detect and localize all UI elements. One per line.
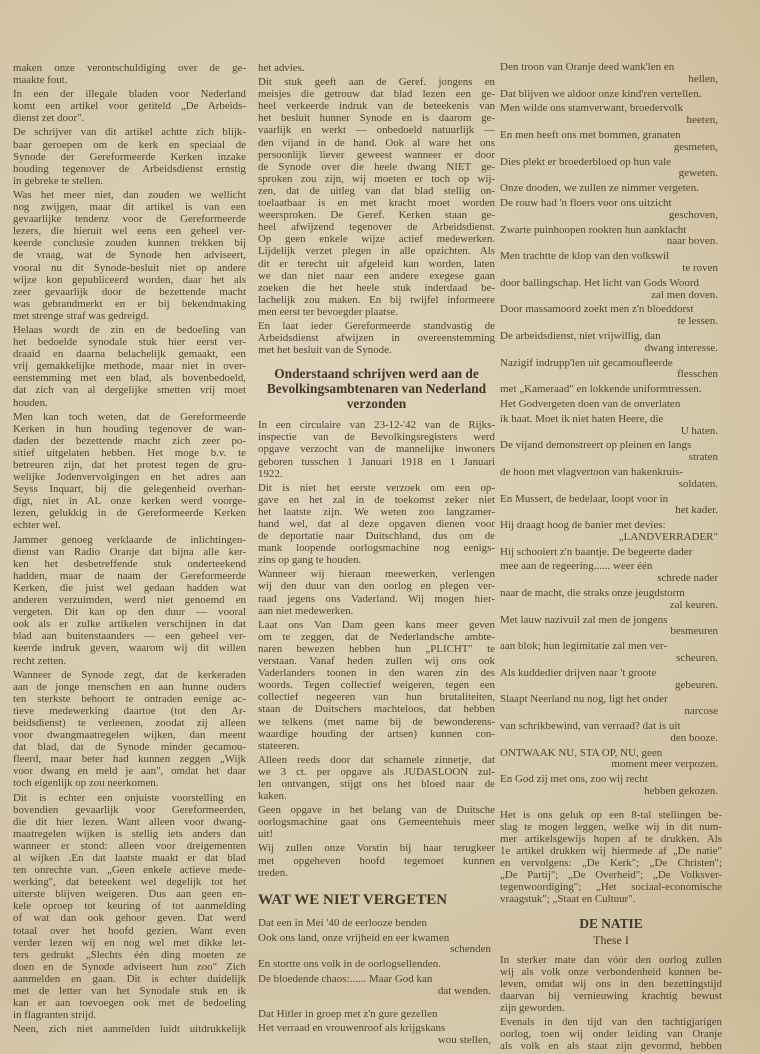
text-line: wijze kon gepubliceerd worden, daar het als xyxy=(13,273,246,286)
text-line: oorlogsmachine gaat ons Gemeentehuis meer xyxy=(258,816,495,829)
poem-stanza xyxy=(500,62,722,798)
paragraph xyxy=(13,669,246,790)
poem-line-continuation: scheuren. xyxy=(676,652,718,665)
poem-line-text: De rouw had 'n floers voor ons uitzicht xyxy=(500,196,672,209)
paragraph xyxy=(13,411,246,532)
text-line: stateeren. xyxy=(258,739,300,752)
text-line: recht zetten. xyxy=(13,654,67,667)
poem-line xyxy=(500,561,722,585)
text-line: Wanneer wij hieraan meewerken, verlengen xyxy=(258,568,495,581)
text-line: om te zeggen, dat de Nederlandsche ambte- xyxy=(258,630,495,643)
text-line: woords. Tegen collectief weigeren, tegen een xyxy=(258,679,495,692)
text-line: hand wel, dat al deze opgaven dienen voor xyxy=(258,518,495,530)
text-line: slag te mogen leggen, welke wij in dit num- xyxy=(500,820,722,833)
text-line: was gebrandmerkt en er bij bekendmaking xyxy=(13,297,246,310)
text-line: den vijand in de hand. Ook al ware het ons xyxy=(258,136,495,149)
poem-line-text: met „Kameraad" en lokkende uniformtressen. xyxy=(500,383,702,396)
poem-line-text: Hij draagt hoog de banier met devies: xyxy=(500,519,666,532)
text-line: vraagstuk"; „Staat en Cultuur". xyxy=(500,893,636,906)
poem-line xyxy=(500,615,722,639)
poem-line-text: Slaapt Neerland nu nog, ligt het onder xyxy=(500,693,668,706)
text-line: Lijdelijk verzet plegen in alle opzichten. Als xyxy=(258,245,495,258)
text-line: keerde conclusie zouden kunnen trekken bij xyxy=(13,237,246,250)
text-line: sitief uitgelaten hebben. Het moge b.v. te xyxy=(13,446,246,459)
text-line: het bedoelde synodale stuk hier eerst ver- xyxy=(13,336,246,349)
text-line: bovendien gevaarlijk voor Gereformeerden, xyxy=(13,803,246,816)
poem-line xyxy=(258,1009,495,1021)
poem-line-text: De bloedende chaos:...... Maar God kan xyxy=(258,972,433,985)
poem-line-continuation: besmeuren xyxy=(670,625,718,638)
poem-line-continuation: het kader. xyxy=(675,504,718,517)
text-line: Arbeidsdienst afwijzen in overeenstemming xyxy=(258,332,495,345)
paragraph xyxy=(258,62,495,74)
poem-line xyxy=(500,547,722,559)
text-line: in flagranten strijd. xyxy=(13,1009,97,1022)
poem-line xyxy=(500,157,722,181)
paragraph xyxy=(13,324,246,409)
paragraph xyxy=(13,88,246,124)
poem-line xyxy=(500,358,722,382)
text-line: dienst zet door". xyxy=(13,112,85,125)
text-line: ken het desbetreffende stuk onderteekend xyxy=(13,557,246,570)
poem-line xyxy=(500,467,722,491)
poem-line xyxy=(258,933,495,957)
paragraph xyxy=(258,419,495,479)
text-line: doen en de Synode adviseert hun zoo" Zich xyxy=(13,960,246,973)
poem-line-text: En men heeft ons met bommen, granaten xyxy=(500,128,681,141)
poem-line-text: De arbeidsdienst, niet vrijwillig, dan xyxy=(500,329,661,342)
stanza-break xyxy=(258,1001,495,1009)
poem-line-text: Onze dooden, we zullen ze nimmer vergeten. xyxy=(500,182,699,195)
text-line: zen, dat de uitleg van dat blad stellig on- xyxy=(258,184,495,197)
paragraph xyxy=(13,534,246,667)
text-line: het advies. xyxy=(258,62,305,74)
text-line: meisjes die getrouw dat blad lezen een ge- xyxy=(258,88,495,101)
text-line: werking", dat beteekent wel degelijk tot het xyxy=(13,876,246,889)
text-line: met de letter van het Synodale stuk en ik xyxy=(13,985,246,998)
poem-line xyxy=(500,641,722,665)
text-line: 1e artikel drukken wij hiermede af „De natie" xyxy=(500,845,722,858)
poem-line-text: Dat blijven we aldoor onze kind'ren vertellen. xyxy=(500,87,702,100)
text-line: hadden, maar de naam der Gereformeerde xyxy=(13,569,246,582)
poem-line-continuation: moment meer verpozen. xyxy=(611,758,718,771)
poem-line xyxy=(258,918,495,930)
text-line: weersproken. De Geref. Kerken staan ge- xyxy=(258,209,495,222)
text-line: uiterste blijven weigeren. Dus aan geen en- xyxy=(13,888,246,901)
poem-line-text: Hij schooiert z'n baantje. De begeerte dader xyxy=(500,545,693,558)
poem-line xyxy=(258,974,495,998)
text-line: gevaarlijke tendenz voor de Gereformeerde xyxy=(13,213,246,226)
paragraph xyxy=(500,809,722,906)
poem-line-continuation: wou stellen, xyxy=(437,1034,491,1047)
text-line: aanmelden en gaan. Dit is echter duidelijk xyxy=(13,972,246,985)
poem-line-continuation: gesmeten, xyxy=(673,140,718,153)
paragraph xyxy=(500,1016,722,1052)
paragraph xyxy=(258,754,495,802)
poem-line-continuation: heeten, xyxy=(686,114,718,127)
poem-line xyxy=(500,278,722,302)
text-line: het besluit hunner Synode en is daarom ge- xyxy=(258,112,495,125)
text-line: Helaas wordt de zin en de bedoeling van xyxy=(13,323,246,336)
text-line: Laat ons Van Dam geen kans meer geven xyxy=(258,618,495,631)
poem-line-text: Het Godvergeten doen van de onverlaten xyxy=(500,397,681,410)
poem-line-text: Dat Hitler in groep met z'n gure gezellen xyxy=(258,1007,438,1020)
text-line: men eerst ter bevoegder plaatse. xyxy=(258,305,398,318)
paragraph xyxy=(13,1023,246,1035)
poem-line-continuation: naar boven. xyxy=(666,235,718,248)
text-line: Kerken, die juist wel gedaan hadden wat xyxy=(13,581,246,594)
text-line: maakte fout. xyxy=(13,74,68,87)
poem-line-text: Men wilde ons stamverwant, broedervolk xyxy=(500,102,683,115)
poem-line-text: Den troon van Oranje deed wank'len en xyxy=(500,61,675,73)
text-line: En laat ieder Gereformeerde standvastig de xyxy=(258,319,495,332)
text-line: Dit is niet het eerste verzoek om een op- xyxy=(258,481,495,494)
text-line: opgave verzocht van de mannelijke inwoners xyxy=(258,443,495,456)
poem-title: WAT WE NIET VERGETEN xyxy=(258,891,448,908)
text-line: keerde indruk geven, waarom wij dit willen xyxy=(13,642,246,655)
poem-line xyxy=(500,103,722,127)
text-line: de vraag, wat de Synode hen adviseert, xyxy=(13,249,246,262)
text-line: die dit hier lezen. Want alleen voor dwang- xyxy=(13,815,246,828)
poem-line xyxy=(500,520,722,544)
text-line: In een der illegale bladen voor Nederland xyxy=(13,88,246,101)
poem-line-text: mee aan de regeering...... weer één xyxy=(500,560,653,573)
poem-line-text: Het verraad en vrouwenroof als krijgskans xyxy=(258,1022,446,1035)
poem-line xyxy=(500,331,722,355)
text-line: zeer gevaarlijk door de bezettende macht xyxy=(13,285,246,298)
poem-line-text: Zwarte puinhoopen rookten hun aanklacht xyxy=(500,223,687,236)
text-line: len ontvangen, stijgt ons het bloed naar de xyxy=(258,777,495,790)
text-line: Seyss Inquart, bij die gelegenheid overhan- xyxy=(13,483,246,496)
text-line: verstaan. Vanaf heden zullen wij ons ook xyxy=(258,655,495,668)
text-line: mer artikelsgewijs hopen af te drukken. Als xyxy=(500,833,722,846)
poem-stanza xyxy=(258,1009,495,1047)
text-line: kele oproep tot keuring of tot aanmelding xyxy=(13,900,246,913)
paragraph xyxy=(258,482,495,567)
poem-line-text: Als kuddedier drijven naar 't groote xyxy=(500,666,657,679)
text-line: we telkens (met name bij de bewonderens- xyxy=(258,715,495,728)
poem-line xyxy=(258,959,495,971)
text-line: kaken. xyxy=(258,790,287,803)
text-line: persoonlijk liever geweest wanneer er door xyxy=(258,148,495,161)
text-line: heel afwijzend tegenover de Arbeidsdienst. xyxy=(258,221,495,234)
paragraph xyxy=(13,126,246,186)
text-line: oorlog, toen wij onder leiding van Oranje xyxy=(500,1028,722,1041)
poem-line xyxy=(500,588,722,612)
poem-line-text: aan blok; hun legimitatie zal men ver- xyxy=(500,640,668,653)
text-line: Evenals in den tijd van den tachtigjarigen xyxy=(500,1016,722,1029)
poem-line xyxy=(500,225,722,249)
text-line: beidsdienst) te verleenen, zoodat zij alleen xyxy=(13,716,246,729)
text-line: Vaderlanders toonen in den waren zin des xyxy=(258,667,495,680)
poem-line-continuation: „LANDVERRADER" xyxy=(618,530,718,543)
text-line: daarvan bij vernieuwing krachtig bewust xyxy=(500,989,722,1002)
poem-line-text: En stortte ons volk in de oorlogsellenden. xyxy=(258,958,441,971)
text-line: 1922. xyxy=(258,467,283,480)
text-line: staan de Duitschers machteloos, dat hebben xyxy=(258,703,495,716)
poem-line-continuation: hebben gekozen. xyxy=(644,785,718,798)
poem-line xyxy=(500,440,722,464)
text-line: maatregelen wijken is stellig iets anders dan xyxy=(13,827,246,840)
text-line: dienst van Radio Oranje dat bijna alle ker- xyxy=(13,545,246,558)
text-line: totaal over het hoofd gezien. Want even xyxy=(13,924,246,937)
text-line: echter wel. xyxy=(13,519,61,532)
text-line: „De Partij"; „De Overheid"; „De Volksver- xyxy=(500,869,722,882)
paragraph xyxy=(500,954,722,1014)
poem-line-text: En Mussert, de bedelaar, loopt voor in xyxy=(500,492,669,505)
poem-line-continuation: flesschen xyxy=(677,368,718,381)
text-line: Was het meer niet, dan zouden we wellicht xyxy=(13,188,246,201)
paragraph xyxy=(258,320,495,356)
text-line: lezen, gelukkig in de Gereformeerde Kerken xyxy=(13,507,246,520)
poem-line-text: Met lauw nazivuil zal men de jongens xyxy=(500,613,668,626)
text-line: als volk en als staat zijn gevormd, hebben xyxy=(500,1040,722,1053)
text-line: vooral nu dit Synode-besluit niet op andere xyxy=(13,261,246,274)
text-line: zoeken die het heele stuk inderdaad be- xyxy=(258,281,495,294)
text-line: daden der bezettende macht zich zeer po- xyxy=(13,434,246,447)
text-line: waardige houding der artsen) kunnen con- xyxy=(258,727,495,740)
text-line: uit! xyxy=(258,828,274,841)
poem-line-continuation: soldaten. xyxy=(678,477,718,490)
text-line: wij den duur van den oorlog en plegen ver- xyxy=(258,580,495,593)
text-line: kan er aan toevoegen ook met de bedoeling xyxy=(13,997,246,1010)
poem-line-text: Dat een in Mei '40 de eerlooze benden xyxy=(258,916,428,929)
text-line: draaid en daarna belachelijk gemaakt, een xyxy=(13,348,246,361)
text-line: leven, omdat wij ons in den bezettingstijd xyxy=(500,977,722,990)
text-line: inspectie van de Bevolkingsregisters werd xyxy=(258,431,495,444)
text-line: mank loopende oorlogsmachine nog eenigs- xyxy=(258,542,495,555)
text-line: of wat dan ook gehoor geven. Dat werd xyxy=(13,912,246,925)
paragraph xyxy=(258,76,495,318)
section-heading: DE NATIE xyxy=(579,915,643,931)
text-line: Dit stuk geeft aan de Geref. jongens en xyxy=(258,76,495,89)
poem-line-text: Door massamoord zoekt men z'n bloeddorst xyxy=(500,303,694,316)
text-line: Het is ons geluk op een 8-tal stellingen be- xyxy=(500,808,722,821)
text-line: met opgeheven hoofd tegemoet kunnen xyxy=(258,854,495,867)
text-line: aan de jonge menschen en aan hunne ouders xyxy=(13,680,246,693)
poem-line-continuation: geweten. xyxy=(678,167,718,180)
text-line: maken onze verontschuldiging over de ge- xyxy=(13,62,246,74)
text-line: treden. xyxy=(258,866,288,879)
poem-line-continuation: schenden xyxy=(450,943,491,956)
text-line: dit er terecht uit afgeleid kan worden, laten xyxy=(258,257,495,270)
poem-line-text: door ballingschap. Het licht van Gods Woord xyxy=(500,276,700,289)
text-line: de deportatie naar Duitschland, dus om de xyxy=(258,530,495,543)
text-line: anderen verzuimden, werd niet genoemd en xyxy=(13,594,246,607)
text-line: raad jegens ons Vaderland. Wij mogen hier- xyxy=(258,592,495,605)
text-line: met strenge straf was gedreigd. xyxy=(13,309,149,322)
poem-line-continuation: geschoven, xyxy=(668,208,718,221)
text-line: dat blad, dat de Synode minder gecamou- xyxy=(13,741,246,754)
poem-line-text: van schrikbewind, van verraad? dat is uit xyxy=(500,720,681,733)
text-line: In een circulaire van 23-12-'42 van de Rijks- xyxy=(258,419,495,432)
text-line: Geen opgave in het belang van de Duitsche xyxy=(258,804,495,817)
text-line: zins op gang te houden. xyxy=(258,554,362,567)
poem-line-text: naar de macht, die straks onze jeugdstorm xyxy=(500,587,685,600)
poem-line-text: De vijand demonstreert op pleinen en langs xyxy=(500,439,692,452)
poem-line-continuation: te lessen. xyxy=(677,315,718,328)
poem-line xyxy=(500,414,722,438)
text-line: tieve medewerking daartoe (tot den Ar- xyxy=(13,704,246,717)
poem-line xyxy=(500,774,722,798)
stanza-break xyxy=(500,801,722,809)
text-line: lachelijk zou maken. En bij twijfel informeere xyxy=(258,293,495,306)
paragraph xyxy=(258,842,495,878)
poem-line xyxy=(500,89,722,101)
text-line: heel verkeerde indruk van de beteekenis van xyxy=(258,100,495,113)
text-line: we dan niet naar een andere exegese gaan xyxy=(258,269,495,282)
poem-line xyxy=(500,668,722,692)
paragraph xyxy=(13,62,246,86)
text-line: Wanneer de Synode zegt, dat de kerkeraden xyxy=(13,668,246,681)
text-line: vergeten. Dit kan op den duur — vooral xyxy=(13,606,246,619)
text-line: tegenwoordiging"; „Het sociaal-economische xyxy=(500,881,722,894)
text-line: ten onrechte van. „Geen enkele actieve mede- xyxy=(13,864,246,877)
text-line: gave en het zal in de toekomst zeker niet xyxy=(258,493,495,506)
poem-line-continuation: straten xyxy=(688,451,718,464)
text-line: Wij zullen onze Vorstin bij haar terugkeer xyxy=(258,842,495,855)
text-line: Men kan toch weten, dat de Gereformeerde xyxy=(13,410,246,423)
text-line: zijn geworden. xyxy=(500,1001,565,1014)
text-line: de Synode over die heele dwang NIET ge- xyxy=(258,160,495,173)
paragraph xyxy=(258,568,495,616)
poem-line-continuation: zal men doven. xyxy=(651,288,718,301)
text-line: nog zwijgen, maar dit artikel is van een xyxy=(13,201,246,214)
text-line: lezers, die hieruit wel eens een geheel ver- xyxy=(13,225,246,238)
text-line: houden. xyxy=(13,396,48,409)
text-line: ook als er zulke artikelen verschijnen in dat xyxy=(13,618,246,631)
text-line: ters gedrukt „Slechts één ding moeten ze xyxy=(13,948,246,961)
text-line: sproken zou zijn, wij moeten er toch op wij- xyxy=(258,172,495,185)
text-line: geboren tusschen 1 Januari 1918 en 1 Januari xyxy=(258,455,495,468)
poem-line-continuation: narcose xyxy=(684,705,718,718)
text-line: welijke Jodenvervolgingen en het adres aan xyxy=(13,471,246,484)
text-line: baar geroepen om de kerk en speciaal de xyxy=(13,138,246,151)
poem-line-text: Dies plekt er broederbloed op hun vale xyxy=(500,155,672,168)
poem-line xyxy=(500,304,722,328)
paragraph xyxy=(258,804,495,840)
paragraph xyxy=(13,792,246,1022)
text-line: toelaatbaar is en met kracht moet worden xyxy=(258,197,495,210)
text-line: blad aan buitenstaanders — een geheel ver- xyxy=(13,630,246,643)
text-line: Alleen reeds door dat schamele zinnetje, dat xyxy=(258,753,495,766)
poem-line xyxy=(500,62,722,86)
poem-line-continuation: U haten. xyxy=(680,424,718,437)
section-subheading: These I xyxy=(593,932,629,947)
poem-line-text: Nazigif indrupp'len uit gecamoufleerde xyxy=(500,356,673,369)
poem-line-text: ik haat. Moet ik niet haten Heere, die xyxy=(500,412,664,425)
text-line: al wijken .En dat laatste maakt er dat blad xyxy=(13,852,246,864)
poem-line xyxy=(500,251,722,275)
poem-line xyxy=(500,399,722,411)
text-line: met het besluit van de Synode. xyxy=(258,344,392,357)
poem-line-continuation: zal keuren. xyxy=(669,598,718,611)
poem-line-continuation: dat wenden. xyxy=(437,984,491,997)
text-line: fleerd, maar beter had kunnen zeggen „Wijk xyxy=(13,753,246,766)
poem-line-text: de hoon met vlagvertoon van hakenkruis- xyxy=(500,465,683,478)
text-line: Op geen enkele wijze actief medewerken. xyxy=(258,233,495,246)
text-line: we 3 ct. per opgave als JUDASLOON zul- xyxy=(258,765,495,778)
poem-line-continuation: den booze. xyxy=(670,731,718,744)
text-line: voor dwang en meld je aan", omdat het daar xyxy=(13,765,246,778)
poem-line-text: ONTWAAK NU, STA OP, NU, geen xyxy=(500,746,663,759)
poem-line xyxy=(500,694,722,718)
poem-line xyxy=(500,198,722,222)
text-line: naren bewezen hebben hun „PLICHT" te xyxy=(258,642,495,655)
poem-line xyxy=(500,384,722,396)
text-line: komt een artikel voor getiteld „De Arbeids- xyxy=(13,100,246,113)
paragraph xyxy=(258,619,495,752)
poem-line xyxy=(500,721,722,745)
text-line: collectief negeeren van hun brutaliteiten, xyxy=(258,691,495,704)
text-line: vaarlijk en werkt — onbedoeld natuurlijk — xyxy=(258,124,495,137)
text-line: dat zich van al dergelijke smetten vrij moet xyxy=(13,384,246,397)
paragraph xyxy=(13,189,246,322)
poem-line xyxy=(500,130,722,154)
text-line: In sterker mate dan vóór den oorlog zullen xyxy=(500,953,722,966)
text-line: betreuren zijn, dat het protest tegen de gru- xyxy=(13,459,246,471)
poem-line-continuation: hellen, xyxy=(688,72,718,85)
column-2 xyxy=(258,62,495,1050)
poem-line xyxy=(500,183,722,195)
poem-stanza xyxy=(258,918,495,998)
text-line: en vervolgens: „De Kerk"; „De Christen"; xyxy=(500,857,722,870)
text-line: wij als volk onze verbondenheid kunnen be- xyxy=(500,965,722,978)
poem-line xyxy=(258,1023,495,1047)
text-line: het laatste zijn. We weten zoo langzamer- xyxy=(258,505,495,518)
text-line: toch eigenlijk op zou neerkomen. xyxy=(13,777,159,790)
poem-line-continuation: dwang interesse. xyxy=(644,341,718,354)
text-line: aan niet medewerken. xyxy=(258,604,354,617)
text-line: Kerken in hun houding tegenover de wan- xyxy=(13,422,246,435)
text-line: in gebreke te stellen. xyxy=(13,174,104,187)
poem-line-continuation: schrede nader xyxy=(657,572,718,585)
text-line: houding tegenover de Arbeidsdienst ernstig xyxy=(13,162,246,175)
text-line: Neen, zich niet aanmelden luidt uitdrukkelijk xyxy=(13,1023,246,1036)
text-line: digt, niet in AL onze kerken werd voorge- xyxy=(13,495,246,508)
text-line: De schrijver van dit artikel achtte zich blijk- xyxy=(13,126,246,139)
poem-line xyxy=(500,494,722,518)
poem-line-text: Ook ons land, onze vrijheid en eer kwamen xyxy=(258,931,450,944)
text-line: vrij gemakkelijke methode, maar niet in over- xyxy=(13,360,246,373)
text-line: Dit is echter een onjuiste voorstelling en xyxy=(13,791,246,804)
poem-line xyxy=(500,748,722,772)
text-line: wanneer er stond: alleen voor dreigementen xyxy=(13,839,246,852)
text-line: Jammer genoeg verklaarde de inlichtingen- xyxy=(13,533,246,546)
poem-line-text: Men trachtte de klop van den volkswil xyxy=(500,250,670,263)
text-line: Synode der Gereformeerde Kerken inzake xyxy=(13,150,246,163)
column-3 xyxy=(500,62,722,1054)
section-heading: Onderstaand schrijven werd aan de Bevolkingsambtenaren van Nederland verzonden xyxy=(266,366,487,412)
text-line: verder lezen wij en nog wel met dikke let- xyxy=(13,936,246,949)
text-line: ten sterkste behoort te ontraden eenige ac- xyxy=(13,692,246,705)
text-line: eenstemming met een blad, als bovenbedoeld, xyxy=(13,372,246,385)
poem-line-continuation: te roven xyxy=(682,261,718,274)
poem-line-text: En God zij met ons, zoo wij recht xyxy=(500,773,648,786)
text-line: voor dwangmaatregelen wijken, dan meent xyxy=(13,729,246,742)
poem-line-continuation: gebeuren. xyxy=(674,678,718,691)
column-1 xyxy=(13,62,246,1037)
